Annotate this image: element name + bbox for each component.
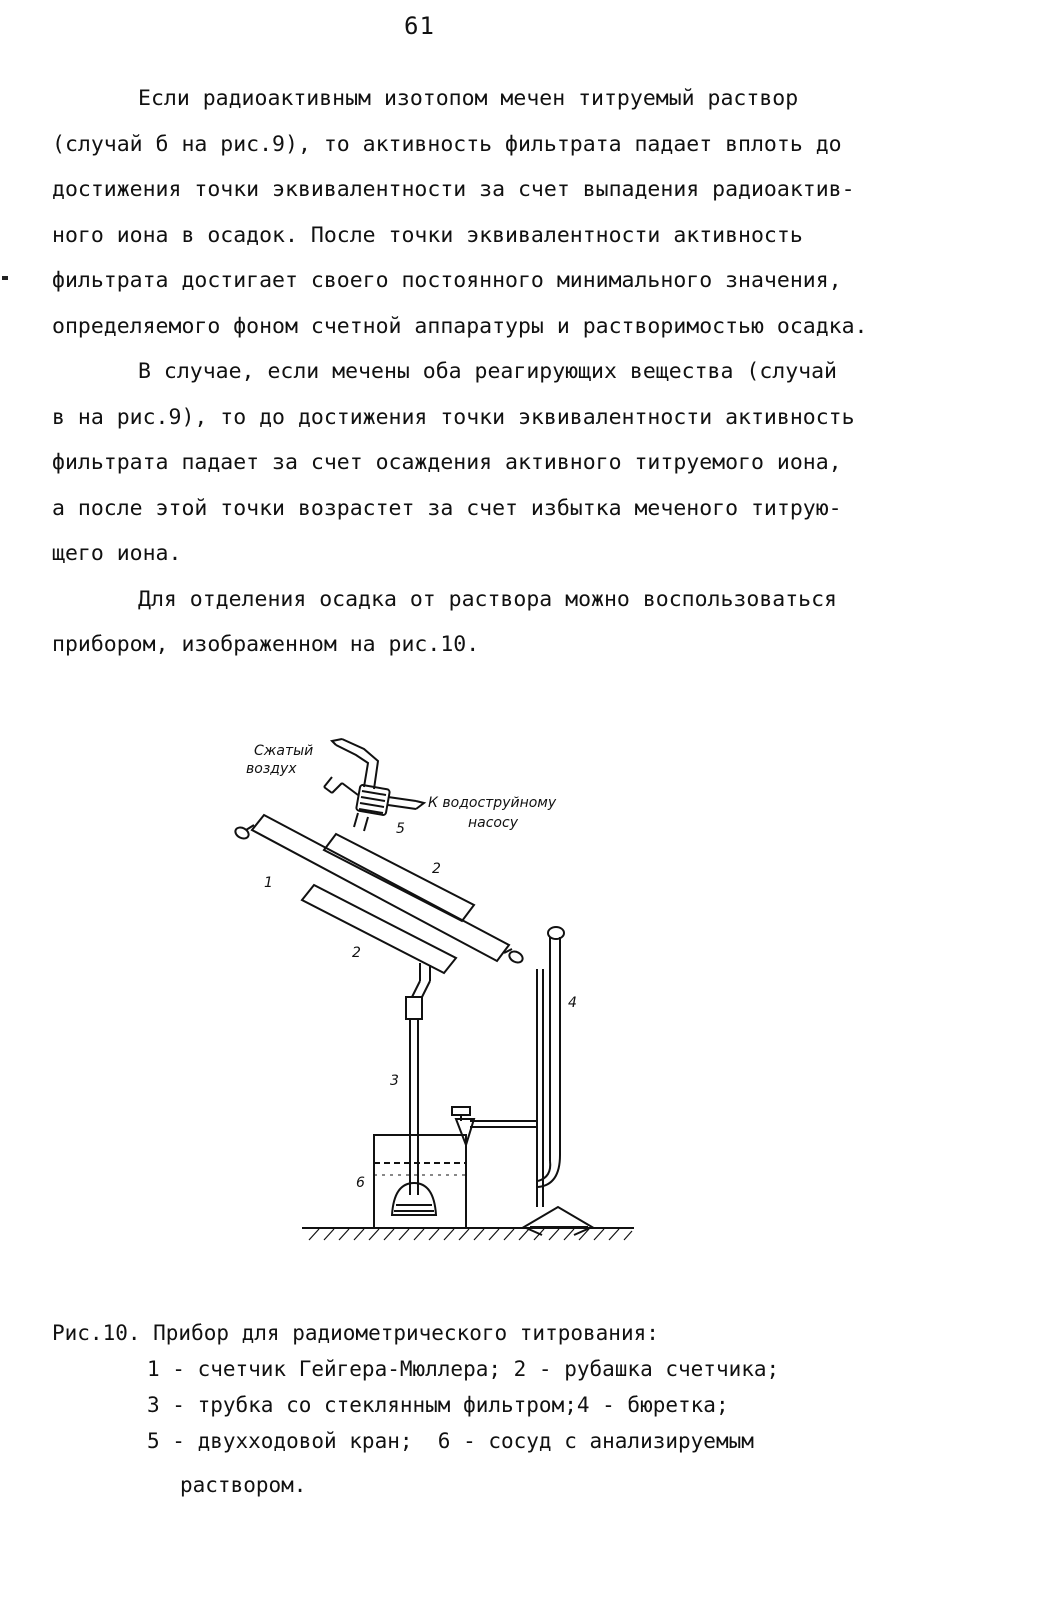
figure-caption — [52, 1315, 952, 1503]
label-compressed-air-line2: воздух — [246, 761, 297, 777]
label-counter-1: 1 — [264, 875, 273, 891]
paragraph-2-line-4: а после этой точки возрастет за счет избытка меченого титрую- — [52, 495, 842, 521]
paragraph-3-line-1: Для отделения осадка от раствора можно воспользоваться — [138, 586, 837, 612]
caption-item: 1 - счетчик Гейгера-Мюллера; 2 - рубашка счетчика; — [147, 1357, 780, 1381]
label-jacket-2-upper: 2 — [432, 861, 441, 877]
body-text — [52, 76, 952, 668]
paragraph-2-line-2: в на рис.9), то до достижения точки эквивалентности активность — [52, 404, 855, 430]
paragraph-1-line-1: Если радиоактивным изотопом мечен титруемый раствор — [138, 86, 799, 111]
label-jacket-2-lower: 2 — [352, 945, 361, 961]
filter-tube — [392, 963, 436, 1215]
paragraph-1-line-2: (случай б на рис.9), то активность фильтрата падает вплоть до — [52, 131, 842, 157]
label-compressed-air-line1: Сжатый — [254, 743, 314, 759]
caption-item: 5 - двухходовой кран; 6 - сосуд с анализируемым — [147, 1429, 754, 1453]
paragraph-2-line-3: фильтрата падает за счет осаждения активного титруемого иона, — [52, 450, 842, 475]
apparatus-figure — [224, 735, 654, 1265]
label-burette-4: 4 — [568, 995, 577, 1011]
two-way-valve — [324, 739, 424, 831]
label-vessel-6: 6 — [356, 1175, 365, 1191]
burette — [452, 927, 592, 1235]
label-valve-5: 5 — [396, 821, 405, 837]
paragraph-1-line-5: фильтрата достигает своего постоянного минимального значения, — [52, 268, 842, 293]
label-pump-line2: насосу — [468, 815, 518, 831]
caption-title: Рис.10. Прибор для радиометрического титрования: — [52, 1321, 659, 1345]
paragraph-1-line-4: ного иона в осадок. После точки эквивалентности активность — [52, 222, 803, 248]
paragraph-2-line-5: щего иона. — [52, 541, 182, 566]
geiger-counter — [233, 815, 524, 965]
caption-item: 3 - трубка со стеклянным фильтром;4 - бюретка; — [147, 1393, 729, 1417]
page-number: 61 — [404, 12, 435, 40]
margin-mark — [2, 276, 8, 280]
paragraph-1-line-6: определяемого фоном счетной аппаратуры и растворимостью осадка. — [52, 313, 868, 339]
label-pump-line1: К водоструйному — [428, 795, 557, 811]
paragraph-2-line-1: В случае, если мечены оба реагирующих вещества (случай — [138, 359, 837, 384]
paragraph-3-line-2: прибором, изображенном на рис.10. — [52, 632, 480, 657]
caption-item-last: раствором. — [180, 1473, 307, 1497]
label-filter-tube-3: 3 — [390, 1073, 399, 1089]
paragraph-1-line-3: достижения точки эквивалентности за счет выпадения радиоактив- — [52, 177, 855, 202]
